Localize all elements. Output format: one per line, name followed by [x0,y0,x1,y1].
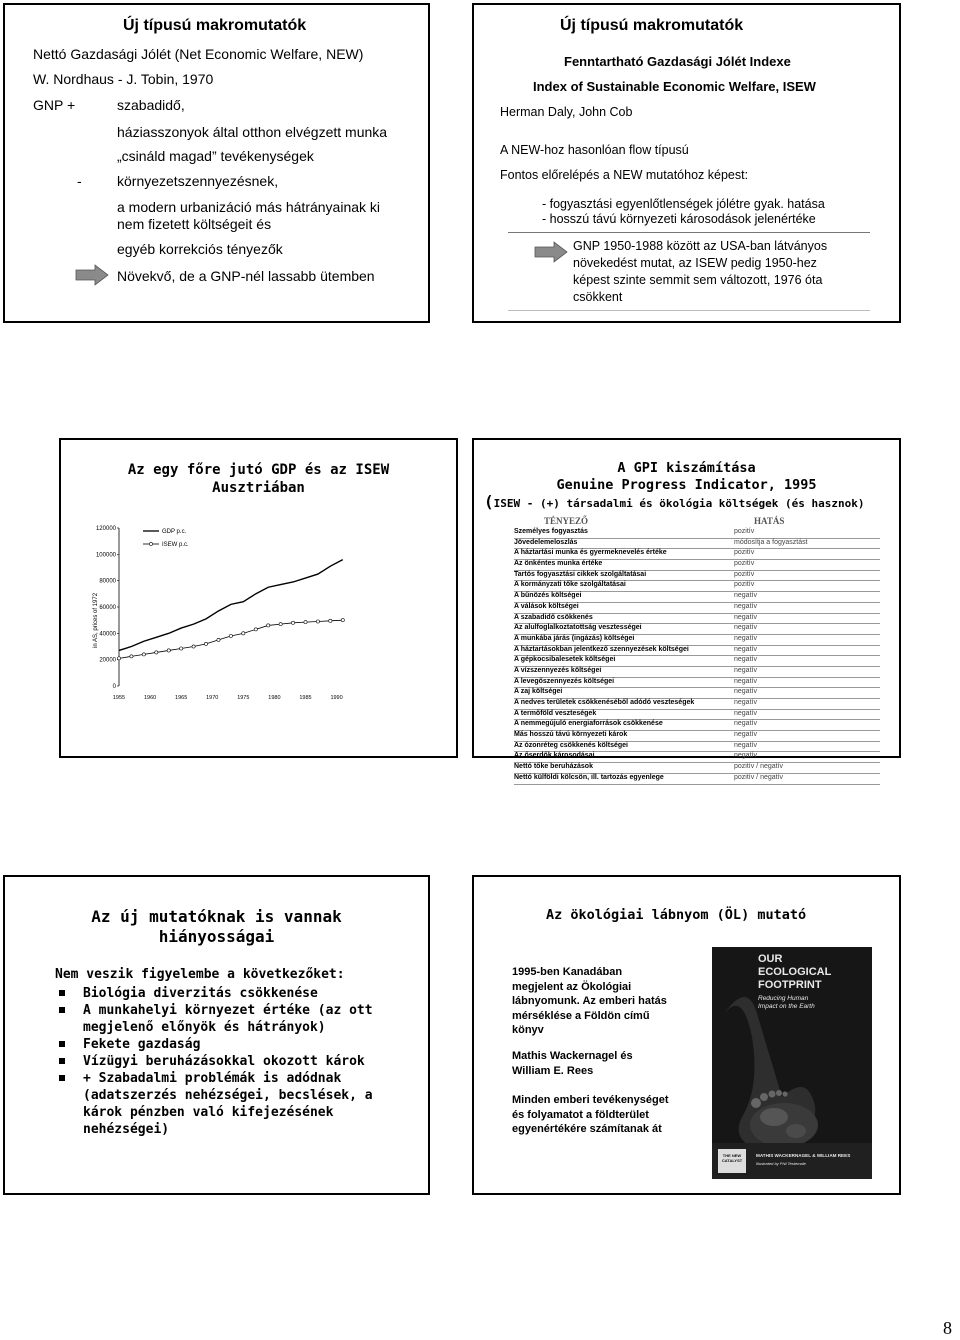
effect-cell: pozitív / negatív [734,773,784,781]
table-row [514,581,880,592]
isew-data-point [167,649,170,652]
gpi-factor-table [514,516,880,785]
y-tick-label: 20000 [99,657,116,664]
table-row [514,592,880,603]
factor-cell: Tartós fogyasztási cikkek szolgáltatásai [514,570,647,578]
book-title-line: OUR [758,953,783,965]
divider [508,232,870,233]
conclusion-line: csökkent [573,290,623,304]
x-tick-label: 1960 [143,695,157,701]
effect-cell: pozitív [734,581,755,589]
effect-cell: negatív [734,731,757,739]
factor-cell: Nettó külföldi kölcsön, ill. tartozás egyenlege [514,773,664,781]
isew-data-point [291,621,294,624]
factor-cell: A nedves területek csökkenéséből adódó veszteségek [514,699,695,706]
slide-title: Az egy főre jutó GDP és az ISEW [127,462,390,478]
isew-series-line [119,620,343,658]
table-row [514,667,880,678]
factor-cell: Az önkéntes munka értéke [514,560,603,568]
factor-cell: A nemmegújuló energiaforrások csökkenése [514,720,663,728]
table-row [514,624,880,635]
slide-gpi [472,438,901,781]
factor-cell: A zaj költségei [514,688,563,696]
table-row [514,774,880,785]
factor-cell: A bűnözés költségei [514,592,582,600]
effect-cell: negatív [734,592,757,600]
austria-gdp-isew-chart [61,516,361,706]
factor-cell: A vízszennyezés költségei [514,666,602,674]
isew-data-point [316,620,319,623]
slide-ecological-footprint [472,875,901,1195]
factor-cell: A kormányzati tőke szolgáltatásai [514,581,626,589]
x-tick-label: 1955 [112,695,126,701]
slide-isew [472,3,901,323]
improvement-item: - fogyasztási egyenlőtlenségek jólétre gyak. hatása [542,197,825,211]
y-tick-label: 40000 [99,631,116,638]
factor-cell: A termőföld veszteségek [514,709,597,717]
slide-austria-chart [59,438,458,758]
effect-cell: módosítja a fogyasztást [734,538,808,546]
factor-cell: Jövedelemeloszlás [514,538,578,546]
effect-cell: pozitív [734,549,755,557]
factor-cell: Az alulfoglalkoztatottság vesztességei [514,624,642,632]
x-tick-label: 1985 [299,695,312,701]
table-row [514,614,880,625]
list-item: Fekete gazdaság [55,1036,425,1053]
conclusion-line: képest szinte semmit sem változott, 1976 óta [573,273,823,287]
table-row [514,528,880,539]
isew-data-point [279,623,282,626]
x-tick-label: 1990 [330,695,343,701]
factor-cell: A levegőszennyezés költségei [514,677,615,685]
authors-line: W. Nordhaus - J. Tobin, 1970 [33,71,214,87]
improvement-item: - hosszú távú környezeti károsodások jelenértéke [542,212,816,226]
slide-title: hiányosságai [158,927,275,946]
book-publisher: THE NEW CATALYST [721,1153,743,1163]
conclusion-line: GNP 1950-1988 között az USA-ban látványos [573,239,828,253]
effect-cell: negatív [734,656,757,664]
isew-data-point [192,645,195,648]
effect-cell: negatív [734,634,757,642]
effect-cell: negatív [734,720,757,728]
square-bullet-icon [59,1041,65,1047]
book-authors: MATHIS WACKERNAGEL & WILLIAM REES [756,1153,851,1158]
right-arrow-icon [75,264,109,286]
list-item: Biológia diverzitás csökkenése [55,985,425,1002]
legend-gdp: GDP p.c. [162,529,187,535]
list-item: Vízügyi beruházásokkal okozott károk [55,1053,425,1070]
factor-cell: A háztartásokban jelentkező szennyezések költségei [514,645,689,653]
slide-title: Az új mutatóknak is vannak [91,907,342,926]
plus-item: szabadidő, [117,97,185,113]
x-tick-label: 1965 [175,695,188,701]
effect-cell: negatív [734,752,757,760]
effect-cell: pozitív [734,570,755,578]
effect-cell: negatív [734,741,757,749]
table-row [514,699,880,710]
effect-cell: negatív [734,709,757,717]
effect-cell: negatív [734,688,757,696]
isew-data-point [142,653,145,656]
authors-paragraph: Mathis Wackernagel és William E. Rees [512,1050,633,1077]
table-row [514,656,880,667]
effect-cell: pozitív [734,528,755,535]
minus-item: a modern urbanizáció más hátrányainak ki [117,199,381,215]
effect-cell: negatív [734,699,757,706]
book-title-line: ECOLOGICAL [758,966,832,978]
plus-item: „csináld magad” tevékenységek [117,148,314,164]
square-bullet-icon [59,1058,65,1064]
book-intro-paragraph: 1995-ben Kanadában megjelent az Ökológiai lábnyomunk. Az emberi hatás mérséklése a Földön című könyv [512,966,667,1036]
factor-cell: A válások költségei [514,602,579,610]
factor-cell: A háztartási munka és gyermeknevelés értéke [514,549,667,557]
isew-data-point [254,628,257,631]
table-row [514,646,880,657]
y-tick-label: 0 [112,684,116,690]
table-row [514,688,880,699]
divider [508,310,870,311]
isew-hungarian-name: Fenntartható Gazdasági Jólét Indexe [564,54,791,69]
shortcomings-list [55,985,425,1138]
effect-cell: pozitív [734,560,755,568]
table-row [514,731,880,742]
minus-item: egyéb korrekciós tényezők [117,241,283,257]
effect-cell: negatív [734,624,757,632]
table-row [514,560,880,571]
page-number: 8 [943,1318,952,1338]
x-tick-label: 1970 [206,695,219,701]
flow-type-line: A NEW-hoz hasonlóan flow típusú [500,143,689,157]
factor-cell: A gépkocsibalesetek költségei [514,656,616,664]
gnp-plus-label: GNP + [33,97,76,113]
slide-shortcomings [3,875,430,1195]
y-tick-label: 60000 [99,605,116,611]
chart-ylabel: in AS, prices of 1972 [93,592,99,648]
factor-cell: Az őserdők károsodásai [514,752,595,760]
square-bullet-icon [59,990,65,996]
x-tick-label: 1980 [268,695,281,701]
isew-data-point [204,642,207,645]
table-row [514,752,880,763]
factor-cell: Személyes fogyasztás [514,528,588,535]
isew-data-point [117,657,120,660]
slide-formula: (ISEW - (+) társadalmi és ökológia költségek (és hasznok) [484,492,865,511]
y-tick-label: 100000 [95,552,116,559]
minus-item: nem fizetett költségeit és [117,216,272,232]
table-row [514,720,880,731]
improvement-line: Fontos előrelépés a NEW mutatóhoz képest: [500,168,749,182]
isew-data-point [155,651,158,654]
table-row [514,635,880,646]
isew-data-point [180,647,183,650]
intro-text: Nem veszik figyelembe a következőket: [55,967,345,982]
factor-cell: Más hosszú távú környezeti károk [514,731,628,739]
table-header [514,516,880,528]
table-row [514,763,880,774]
isew-english-name: Index of Sustainable Economic Welfare, ISEW [533,79,816,94]
book-subtitle-line: Impact on the Earth [758,1003,815,1010]
slide-new-welfare [3,3,430,323]
slide-title: Új típusú makromutatók [123,17,307,34]
conclusion-line: növekedést mutat, az ISEW pedig 1950-hez [573,256,817,270]
minus-label: - [77,173,82,189]
book-cover-image [712,947,872,1179]
effect-cell: negatív [734,677,757,685]
right-arrow-icon [534,241,568,263]
slide-title: Új típusú makromutatók [560,17,744,34]
chart-legend [143,529,189,548]
y-tick-label: 120000 [95,526,116,532]
isew-data-point [304,621,307,624]
legend-isew: ISEW p.c. [162,542,189,548]
factor-cell: A szabadidő csökkenés [514,613,593,621]
table-row [514,549,880,560]
square-bullet-icon [59,1007,65,1013]
effect-cell: negatív [734,666,757,674]
slide-title: Az ökológiai lábnyom (ÖL) mutató [546,907,807,923]
isew-data-point [229,634,232,637]
method-paragraph: Minden emberi tevékenységet és folyamatot a földterület egyenértékére számítanak át [512,1094,669,1135]
effect-cell: pozitív / negatív [734,763,784,771]
book-illustrator: Illustrated by Phil Testemale [756,1161,806,1166]
y-tick-label: 80000 [99,578,116,585]
x-tick-label: 1975 [237,695,250,701]
factor-cell: A munkába járás (ingázás) költségei [514,634,635,642]
list-item: + Szabadalmi problémák is adódnak (adatszerzés nehézségei, becslések, a károk pénzben való kifejezésének nehézségei) [55,1070,425,1138]
isew-data-point [130,655,133,658]
plus-item: háziasszonyok által otthon elvégzett munka [117,124,388,140]
effect-cell: negatív [734,602,757,610]
factor-cell: Az ózonréteg csökkenés költségei [514,741,628,749]
square-bullet-icon [59,1075,65,1081]
book-title-line: FOOTPRINT [758,979,822,991]
slide-title: A GPI kiszámítása [617,460,756,476]
list-item: A munkahelyi környezet értéke (az ott megjelenő előnyök és hátrányok) [55,1002,425,1036]
header-factor: TÉNYEZŐ [544,516,589,526]
table-row [514,710,880,721]
table-row [514,678,880,689]
table-row [514,539,880,550]
isew-data-point [217,638,220,641]
isew-data-point [242,632,245,635]
book-subtitle-line: Reducing Human [758,995,809,1002]
header-effect: HATÁS [754,516,785,526]
table-row [514,742,880,753]
table-row [514,603,880,614]
isew-data-point [329,619,332,622]
conclusion-text: Növekvő, de a GNP-nél lassabb ütemben [117,268,375,284]
minus-item: környezetszennyezésnek, [117,173,279,189]
authors-line: Herman Daly, John Cob [500,105,633,119]
effect-cell: negatív [734,645,757,653]
subtitle-line: Nettó Gazdasági Jólét (Net Economic Welfare, NEW) [33,46,364,62]
effect-cell: negatív [734,613,757,621]
isew-data-point [267,624,270,627]
slide-subtitle: Genuine Progress Indicator, 1995 [556,477,817,493]
isew-data-point [341,619,344,622]
factor-cell: Nettó tőke beruházások [514,763,593,771]
table-row [514,571,880,582]
slide-title: Ausztriában [212,480,305,496]
